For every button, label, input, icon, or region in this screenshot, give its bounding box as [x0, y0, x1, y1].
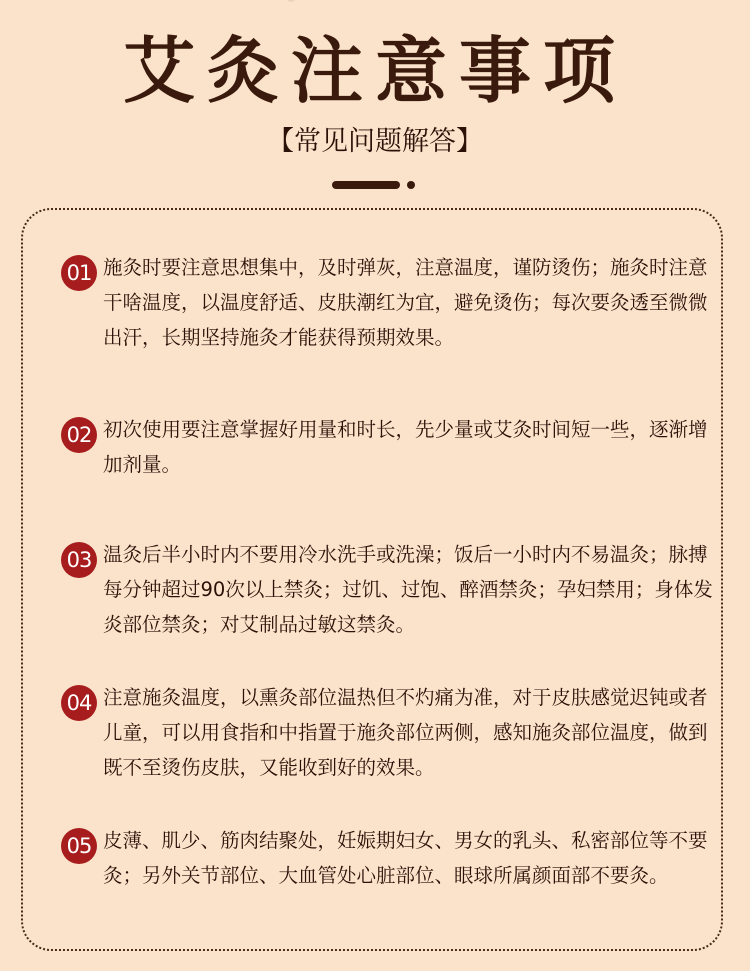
note-number-badge: 04 [61, 685, 97, 721]
divider-dot [407, 181, 415, 189]
note-text: 施灸时要注意思想集中，及时弹灰，注意温度，谨防烫伤；施灸时注意干啥温度，以温度舒适、皮肤潮红为宜，避免烫伤；每次要灸透至微微出汗，长期坚持施灸才能获得预期效果。 [103, 256, 708, 349]
notes-panel [21, 208, 723, 951]
note-number-badge: 05 [61, 828, 97, 864]
note-text: 初次使用要注意掌握好用量和时长，先少量或艾灸时间短一些，逐渐增加剂量。 [103, 418, 708, 476]
note-number-badge: 03 [61, 542, 97, 578]
divider-bar [332, 181, 400, 189]
note-text: 注意施灸温度，以熏灸部位温热但不灼痛为准，对于皮肤感觉迟钝或者儿童，可以用食指和中指置于施灸部位两侧，感知施灸部位温度，做到既不至烫伤皮肤，又能收到好的效果。 [103, 686, 708, 779]
note-text: 温灸后半小时内不要用冷水洗手或洗澡；饭后一小时内不易温灸；脉搏每分钟超过90次以上禁灸；过饥、过饱、醉酒禁灸；孕妇禁用；身体发炎部位禁灸；对艾制品过敏这禁灸。 [103, 543, 713, 636]
top-decoration-dot [287, 0, 295, 2]
note-number-badge: 01 [61, 255, 97, 291]
note-number-badge: 02 [61, 417, 97, 453]
note-text: 皮薄、肌少、筋肉结聚处，妊娠期妇女、男女的乳头、私密部位等不要灸；另外关节部位、大血管处心脏部位、眼球所属颜面部不要灸。 [103, 829, 708, 887]
page-title: 艾灸注意事项 [122, 28, 627, 113]
page-subtitle: 【常见问题解答】 [267, 126, 483, 157]
title-divider [332, 181, 422, 189]
